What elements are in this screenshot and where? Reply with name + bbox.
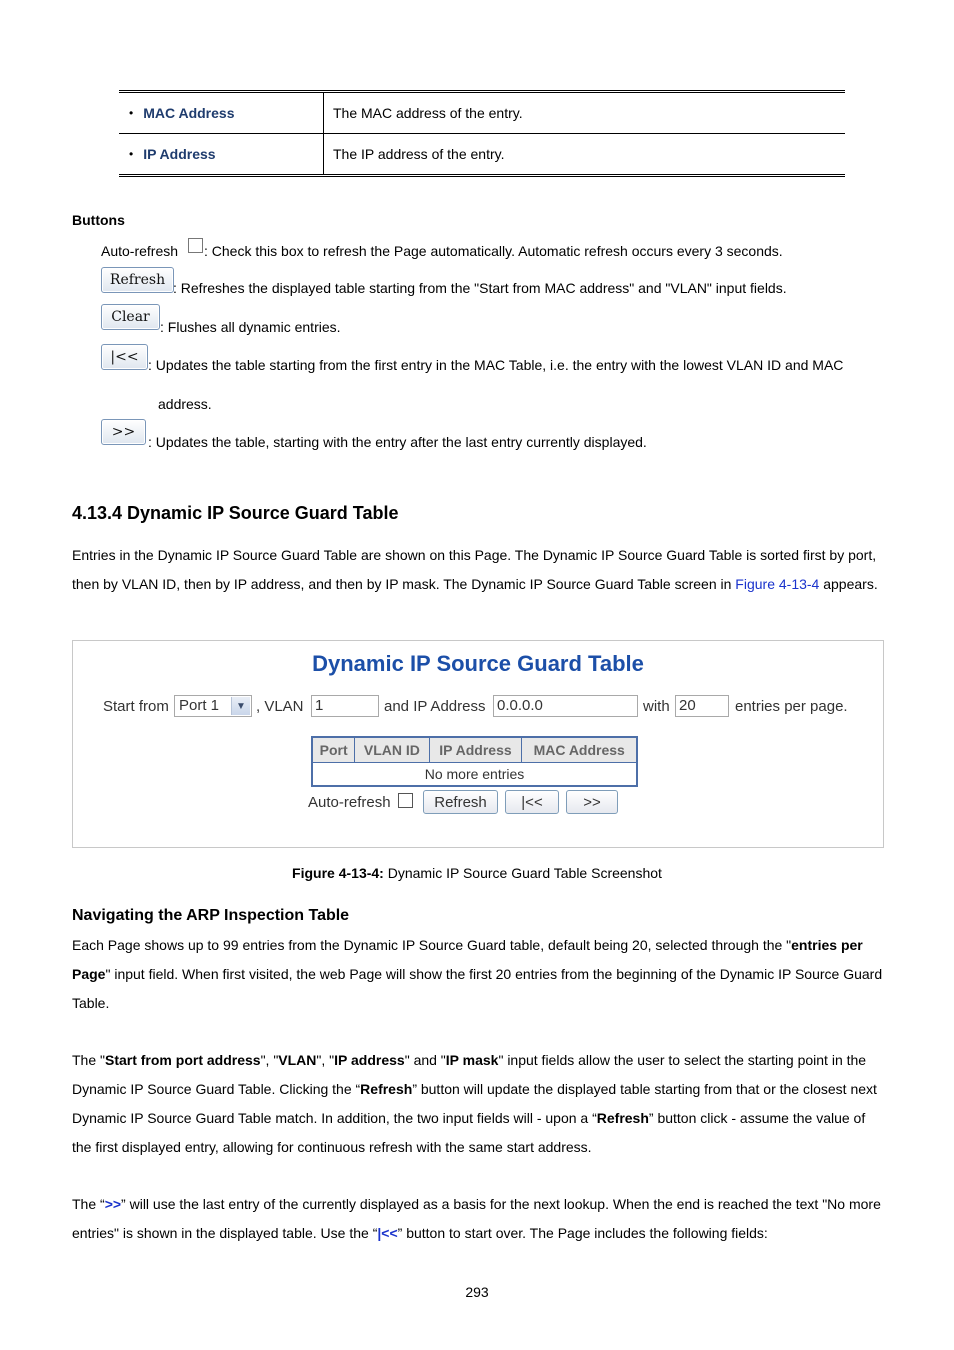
intro-text-end: appears. <box>819 576 878 592</box>
section-title: 4.13.4 Dynamic IP Source Guard Table <box>72 503 399 523</box>
text: ” button click - assume the value of the first displayed entry, allowing for continuous refresh with the same start address. <box>72 1110 866 1155</box>
text: The “ <box>72 1196 105 1212</box>
text: " and " <box>404 1052 446 1068</box>
field-description-table <box>119 90 845 177</box>
navigating-paragraph-3 <box>72 1190 884 1248</box>
auto-refresh-label: Auto-refresh <box>308 794 391 811</box>
column-header-ip-address: IP Address <box>429 737 522 763</box>
first-page-description-cont: address. <box>158 396 212 412</box>
clear-button[interactable]: Clear <box>101 304 160 330</box>
text: " input field. When first visited, the web Page will show the first 20 entries from the beginning of the Dynamic IP Source Guard Table. <box>72 966 883 1011</box>
field-name: IP Address <box>143 146 216 162</box>
figure-link[interactable]: Figure 4-13-4 <box>735 576 820 592</box>
entries-per-page-label: entries per page. <box>735 698 848 715</box>
text: ” button to start over. The Page includes the following fields: <box>397 1225 768 1241</box>
auto-refresh-checkbox[interactable] <box>398 793 413 808</box>
auto-refresh-checkbox[interactable] <box>188 238 203 253</box>
figure-caption <box>0 865 954 881</box>
refresh-button[interactable]: Refresh <box>101 267 174 293</box>
bold-text: IP mask <box>445 1052 499 1068</box>
source-guard-table <box>311 736 638 787</box>
intro-paragraph <box>72 541 884 599</box>
next-page-description: : Updates the table, starting with the entry after the last entry currently displayed. <box>148 434 647 450</box>
text: ” button will update the displayed table starting from that or the closest next Dynamic IP Source Guard Table match. In addition, the two input fields will - upon a “ <box>72 1081 877 1126</box>
vlan-input[interactable]: 1 <box>311 695 379 717</box>
screenshot-title: Dynamic IP Source Guard Table <box>312 651 644 676</box>
navigating-heading: Navigating the ARP Inspection Table <box>72 907 350 924</box>
navigating-paragraph-1 <box>72 931 884 1018</box>
table-row <box>312 763 637 787</box>
refresh-description: : Refreshes the displayed table starting from the "Start from MAC address" and "VLAN" input fields. <box>173 280 787 296</box>
bold-text: Refresh <box>596 1110 649 1126</box>
figure-caption-text: Dynamic IP Source Guard Table Screenshot <box>383 865 662 881</box>
ip-address-input[interactable]: 0.0.0.0 <box>493 695 638 717</box>
field-description: The IP address of the entry. <box>333 146 505 162</box>
field-description: The MAC address of the entry. <box>333 105 523 121</box>
bullet: • <box>129 147 134 161</box>
bold-text: VLAN <box>278 1052 317 1068</box>
column-header-vlan-id: VLAN ID <box>355 737 429 763</box>
empty-message: No more entries <box>424 766 525 782</box>
next-page-button[interactable]: >> <box>101 419 146 445</box>
table-header-row <box>312 737 637 763</box>
text: " input fields allow the user to select the starting point in the Dynamic IP Source Guard Table. Clicking the “ <box>72 1052 867 1097</box>
first-page-button[interactable]: |<< <box>101 344 148 370</box>
vlan-label: , VLAN <box>256 698 304 715</box>
ip-address-label: and IP Address <box>384 698 486 715</box>
navigating-paragraph-2 <box>72 1046 884 1162</box>
page-number: 293 <box>465 1284 489 1300</box>
bold-text: entries per Page <box>72 937 863 982</box>
intro-text: Entries in the Dynamic IP Source Guard Table are shown on this Page. The Dynamic IP Source Guard Table is sorted first by port, then by VLAN ID, then by IP address, and then by IP mask. The Dynamic IP Source Guard Table screen in <box>72 547 877 592</box>
text: ” will use the last entry of the currently displayed as a basis for the next lookup. When the end is reached the text "No more entries" is shown in the displayed table. Use the “ <box>72 1196 881 1241</box>
bullet: • <box>129 106 134 120</box>
clear-description: : Flushes all dynamic entries. <box>160 319 341 335</box>
entries-per-page-input[interactable]: 20 <box>675 695 729 717</box>
field-name: MAC Address <box>143 105 235 121</box>
auto-refresh-label: Auto-refresh <box>101 243 179 259</box>
bold-text: Start from port address <box>104 1052 261 1068</box>
figure-caption-label: Figure 4-13-4: <box>292 865 384 881</box>
first-button-reference: |<< <box>377 1225 398 1241</box>
refresh-button[interactable]: Refresh <box>423 790 498 814</box>
start-from-label: Start from <box>103 698 169 715</box>
port-select[interactable] <box>174 695 252 717</box>
chevron-down-icon: ▼ <box>231 697 250 715</box>
text: ", " <box>316 1052 335 1068</box>
first-page-description: : Updates the table starting from the first entry in the MAC Table, i.e. the entry with the lowest VLAN ID and MAC <box>148 357 844 373</box>
with-label: with <box>643 698 670 715</box>
column-header-port: Port <box>312 737 355 763</box>
next-page-button[interactable]: >> <box>566 790 618 814</box>
bold-text: IP address <box>334 1052 405 1068</box>
buttons-heading: Buttons <box>72 212 125 228</box>
text: ", " <box>260 1052 279 1068</box>
first-page-button[interactable]: |<< <box>505 790 559 814</box>
table-row <box>119 133 845 174</box>
table-row <box>119 93 845 133</box>
figure-screenshot <box>72 640 884 848</box>
auto-refresh-description: : Check this box to refresh the Page automatically. Automatic refresh occurs every 3 seconds. <box>204 243 783 259</box>
field-name-cell <box>119 134 324 174</box>
text: Each Page shows up to 99 entries from the Dynamic IP Source Guard table, default being 20, selected through the " <box>72 937 792 953</box>
next-button-reference: >> <box>104 1196 122 1212</box>
column-header-mac-address: MAC Address <box>522 737 637 763</box>
text: The " <box>72 1052 105 1068</box>
port-select-value: Port 1 <box>179 697 220 714</box>
field-name-cell <box>119 93 324 133</box>
bold-text: Refresh <box>360 1081 413 1097</box>
